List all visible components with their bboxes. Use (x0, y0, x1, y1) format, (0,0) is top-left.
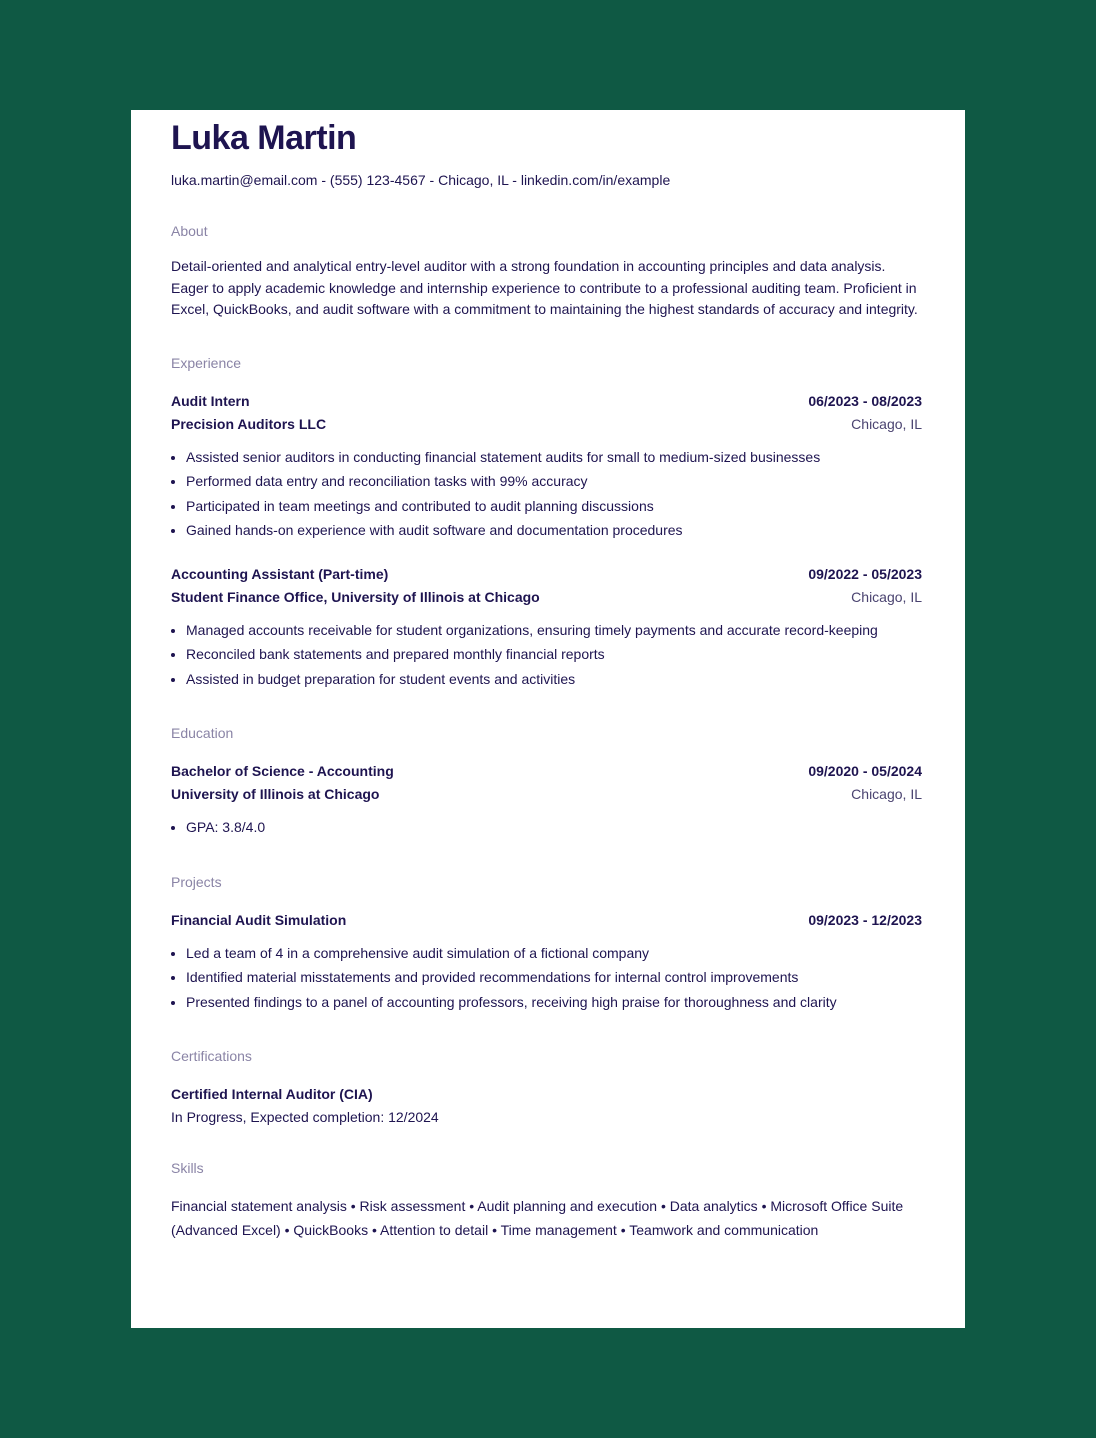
job-title: Audit Intern (171, 392, 250, 409)
certification-entry (171, 1085, 922, 1126)
project-name: Financial Audit Simulation (171, 911, 347, 928)
list-item: • Assisted senior auditors in conducting financial statement audits for small to medium-sized businesses (186, 445, 922, 470)
education-dates: 09/2020 - 05/2024 (808, 763, 922, 779)
about-text: Detail-oriented and analytical entry-level auditor with a strong foundation in accounting principles and data analysis. Eager to apply academic knowledge and internship experience to contribute to a professional auditing team. Proficient in Excel, QuickBooks, and audit software with a commitment to maintaining the highest standards of accuracy and integrity. (171, 258, 918, 317)
list-item: • Managed accounts receivable for student organizations, ensuring timely payments and accurate record-keeping (186, 618, 922, 643)
job-dates: 06/2023 - 08/2023 (808, 392, 922, 409)
list-item: • GPA: 3.8/4.0 (186, 815, 922, 840)
list-item: • Gained hands-on experience with audit software and documentation procedures (186, 518, 922, 543)
list-item: • Performed data entry and reconciliation tasks with 99% accuracy (186, 469, 922, 494)
list-item: • Participated in team meetings and contributed to audit planning discussions (186, 494, 922, 519)
employer: Student Finance Office, University of Illinois at Chicago (171, 588, 540, 605)
education-section-title: Education (171, 725, 234, 741)
education-entry (171, 762, 922, 840)
job-title: Accounting Assistant (Part-time) (171, 565, 389, 582)
job-bullets (171, 618, 922, 692)
degree: Bachelor of Science - Accounting (171, 763, 394, 779)
list-item: • Presented findings to a panel of accounting professors, receiving high praise for thoroughness and clarity (186, 990, 922, 1015)
certifications-section-title: Certifications (171, 1048, 252, 1064)
experience-entry (171, 392, 922, 543)
education-bullets (171, 815, 922, 840)
experience-list (171, 392, 922, 692)
job-bullets (171, 445, 922, 543)
project-dates: 09/2023 - 12/2023 (808, 911, 922, 928)
list-item: • Led a team of 4 in a comprehensive audit simulation of a fictional company (186, 941, 922, 966)
job-location: Chicago, IL (851, 415, 922, 432)
employer: Precision Auditors LLC (171, 415, 327, 432)
skills-text: Financial statement analysis • Risk assessment • Audit planning and execution • Data analytics • Microsoft Office Suite (Advanced Excel) • QuickBooks • Attention to detail • Time management • Teamwork and communication (171, 1198, 904, 1238)
list-item: • Identified material misstatements and provided recommendations for internal control improvements (186, 965, 922, 990)
experience-entry (171, 565, 922, 692)
list-item: • Reconciled bank statements and prepared monthly financial reports (186, 642, 922, 667)
skills-section-title: Skills (171, 1160, 204, 1176)
certification-name: Certified Internal Auditor (CIA) (171, 1086, 373, 1102)
project-bullets (171, 941, 922, 1015)
school-location: Chicago, IL (851, 786, 922, 802)
list-item: • Assisted in budget preparation for student events and activities (186, 667, 922, 692)
education-list (171, 762, 922, 840)
experience-section-title: Experience (171, 354, 242, 371)
candidate-name: Luka Martin (171, 119, 357, 157)
contact-line: luka.martin@email.com - (555) 123-4567 - Chicago, IL - linkedin.com/in/example (171, 172, 671, 188)
about-section-title: About (171, 223, 208, 239)
project-entry (171, 911, 922, 1015)
school: University of Illinois at Chicago (171, 786, 380, 802)
projects-list (171, 911, 922, 1015)
certifications-list (171, 1085, 922, 1126)
job-location: Chicago, IL (851, 588, 922, 605)
job-dates: 09/2022 - 05/2023 (808, 565, 922, 582)
resume-page (131, 110, 965, 1328)
certification-detail: In Progress, Expected completion: 12/2024 (171, 1109, 439, 1125)
projects-section-title: Projects (171, 873, 222, 890)
